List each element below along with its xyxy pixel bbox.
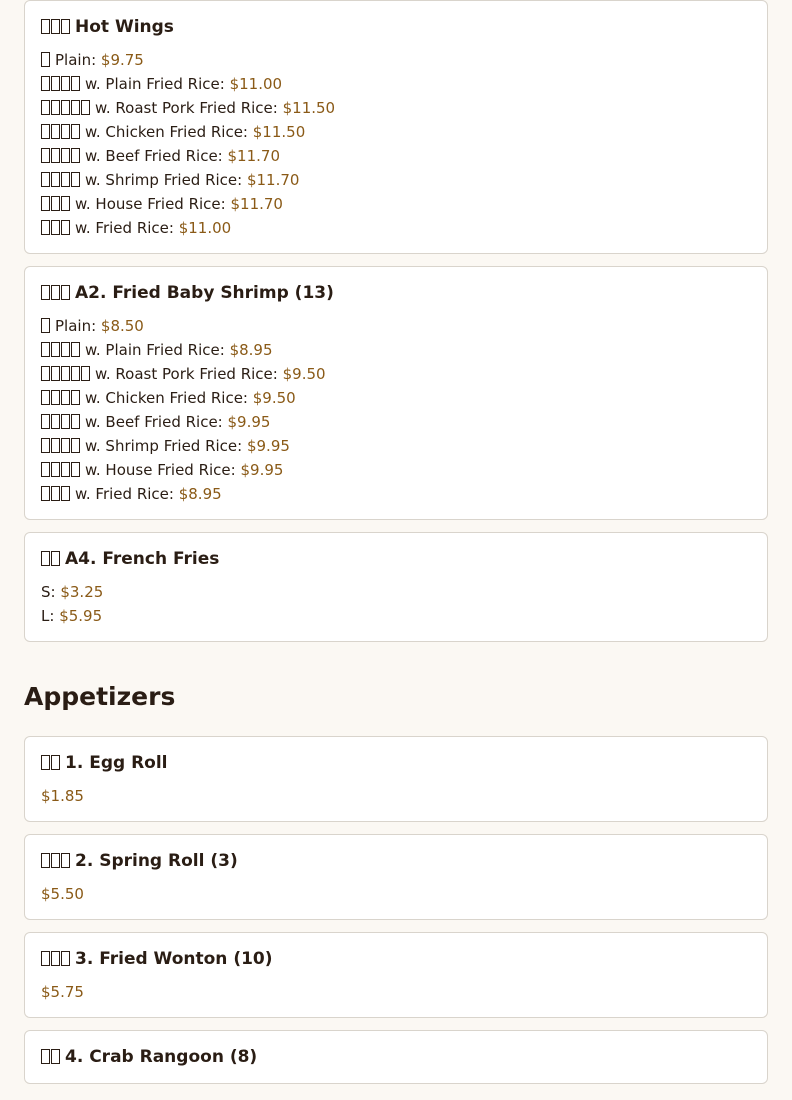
menu-item-title [41,848,751,874]
menu-item-card[interactable] [24,834,768,920]
menu-item-name: A4. French Fries [65,549,220,569]
missing-glyph-box [41,148,50,163]
missing-glyph-box [41,172,50,187]
price-option [41,362,751,386]
missing-glyph-box [81,100,90,115]
chinese-name [41,365,91,383]
menu-item-name: A2. Fried Baby Shrimp (13) [75,283,334,303]
menu-item-title [41,1044,751,1070]
price-option-label: w. Beef Fried Rice: [85,413,228,431]
missing-glyph-box [41,551,50,566]
menu-item-title [41,946,751,972]
chinese-name [41,171,81,189]
chinese-name [41,341,81,359]
chinese-name [41,1047,61,1067]
missing-glyph-box [61,124,70,139]
price-option-label: w. Chicken Fried Rice: [85,123,253,141]
price-option-label: w. Fried Rice: [75,219,179,237]
missing-glyph-box [51,1049,60,1064]
missing-glyph-box [61,148,70,163]
chinese-name [41,17,71,37]
missing-glyph-box [51,100,60,115]
price-value: $5.50 [41,885,84,903]
menu-item-card[interactable] [24,932,768,1018]
missing-glyph-box [71,172,80,187]
price-option [41,216,751,240]
missing-glyph-box [61,196,70,211]
chinese-name [41,75,81,93]
missing-glyph-box [41,390,50,405]
missing-glyph-box [61,462,70,477]
missing-glyph-box [61,220,70,235]
missing-glyph-box [41,951,50,966]
price-value: $1.85 [41,787,84,805]
chinese-name [41,949,71,969]
missing-glyph-box [61,285,70,300]
price-value: $5.75 [41,983,84,1001]
price-value: $9.95 [246,437,290,455]
missing-glyph-box [41,76,50,91]
missing-glyph-box [51,462,60,477]
missing-glyph-box [51,172,60,187]
price-option-label: w. Plain Fried Rice: [85,341,230,359]
chinese-name [41,283,71,303]
price-value: $11.70 [230,195,283,213]
price-value: $3.25 [60,583,104,601]
missing-glyph-box [41,414,50,429]
menu-item-card[interactable] [24,736,768,822]
price-option [41,96,751,120]
missing-glyph-box [61,438,70,453]
missing-glyph-box [71,148,80,163]
missing-glyph-box [51,755,60,770]
missing-glyph-box [61,486,70,501]
missing-glyph-box [71,76,80,91]
missing-glyph-box [61,366,70,381]
price-option-label: w. House Fried Rice: [85,461,241,479]
menu-item-name: Hot Wings [75,17,174,37]
price-option-label: w. Fried Rice: [75,485,179,503]
chinese-name [41,851,71,871]
missing-glyph-box [41,462,50,477]
chinese-name [41,485,71,503]
price-option [41,314,751,338]
price-value: $9.50 [282,365,326,383]
price-value: $8.50 [100,317,144,335]
price-option [41,338,751,362]
menu-item-card[interactable] [24,0,768,254]
menu-item-title [41,14,751,40]
price-value: $11.50 [252,123,306,141]
missing-glyph-box [41,486,50,501]
missing-glyph-box [51,438,60,453]
missing-glyph-box [41,755,50,770]
price-value: $11.00 [229,75,283,93]
chinese-name [41,549,61,569]
price-option-label: w. Beef Fried Rice: [85,147,228,165]
price-option [41,784,751,808]
price-option-label: w. Roast Pork Fried Rice: [95,365,283,383]
missing-glyph-box [71,100,80,115]
missing-glyph-box [71,124,80,139]
missing-glyph-box [41,52,50,67]
price-option-label: S: [41,583,61,601]
missing-glyph-box [61,172,70,187]
chinese-name [41,461,81,479]
missing-glyph-box [41,853,50,868]
menu-item-card[interactable] [24,1030,768,1084]
missing-glyph-box [51,414,60,429]
missing-glyph-box [41,318,50,333]
price-option-label: Plain: [55,51,101,69]
price-option-label: w. Roast Pork Fried Rice: [95,99,283,117]
menu-item-name: 1. Egg Roll [65,753,168,773]
missing-glyph-box [51,148,60,163]
price-option [41,72,751,96]
chinese-name [41,219,71,237]
chinese-name [41,51,51,69]
price-option [41,168,751,192]
missing-glyph-box [71,342,80,357]
menu-item-title [41,750,751,776]
price-value: $8.95 [178,485,222,503]
price-value: $9.50 [252,389,296,407]
menu-item-title [41,546,751,572]
missing-glyph-box [41,438,50,453]
price-option [41,980,751,1004]
price-value: $11.70 [227,147,280,165]
menu-item-name: 2. Spring Roll (3) [75,851,238,871]
missing-glyph-box [41,220,50,235]
price-option-label: w. House Fried Rice: [75,195,231,213]
missing-glyph-box [51,390,60,405]
price-option [41,882,751,906]
price-option [41,120,751,144]
missing-glyph-box [51,76,60,91]
missing-glyph-box [51,220,60,235]
missing-glyph-box [71,462,80,477]
price-value: $8.95 [229,341,273,359]
top-cards [24,0,768,642]
chinese-name [41,437,81,455]
missing-glyph-box [51,285,60,300]
price-value: $11.00 [178,219,232,237]
missing-glyph-box [71,438,80,453]
chinese-name [41,195,71,213]
chinese-name [41,389,81,407]
menu-item-name: 4. Crab Rangoon (8) [65,1047,258,1067]
missing-glyph-box [61,76,70,91]
menu-content [24,0,768,1096]
price-option-label: w. Plain Fried Rice: [85,75,230,93]
price-value: $9.95 [240,461,284,479]
chinese-name [41,147,81,165]
missing-glyph-box [51,366,60,381]
missing-glyph-box [61,951,70,966]
price-option-label: w. Shrimp Fried Rice: [85,437,247,455]
missing-glyph-box [51,853,60,868]
missing-glyph-box [51,19,60,34]
price-option [41,458,751,482]
price-option [41,580,751,604]
missing-glyph-box [51,342,60,357]
missing-glyph-box [71,366,80,381]
missing-glyph-box [61,342,70,357]
price-option-label: w. Chicken Fried Rice: [85,389,253,407]
menu-item-card[interactable] [24,532,768,642]
chinese-name [41,413,81,431]
price-option [41,386,751,410]
missing-glyph-box [51,951,60,966]
price-option-label: L: [41,607,60,625]
missing-glyph-box [61,853,70,868]
missing-glyph-box [61,100,70,115]
missing-glyph-box [41,124,50,139]
menu-item-card[interactable] [24,266,768,520]
appetizer-cards [24,736,768,1084]
price-option [41,434,751,458]
missing-glyph-box [41,1049,50,1064]
price-value: $9.95 [227,413,271,431]
missing-glyph-box [51,124,60,139]
missing-glyph-box [41,100,50,115]
price-value: $5.95 [59,607,103,625]
price-value: $9.75 [100,51,144,69]
price-option-label: Plain: [55,317,101,335]
price-option [41,482,751,506]
section-heading: Appetizers [24,682,176,711]
missing-glyph-box [41,19,50,34]
missing-glyph-box [81,366,90,381]
missing-glyph-box [41,342,50,357]
price-option [41,410,751,434]
menu-item-name: 3. Fried Wonton (10) [75,949,273,969]
missing-glyph-box [41,196,50,211]
chinese-name [41,317,51,335]
menu-item-title [41,280,751,306]
price-option-label: w. Shrimp Fried Rice: [85,171,247,189]
price-option [41,48,751,72]
missing-glyph-box [51,551,60,566]
price-option [41,144,751,168]
price-value: $11.50 [282,99,336,117]
missing-glyph-box [61,19,70,34]
price-value: $11.70 [246,171,300,189]
missing-glyph-box [51,486,60,501]
price-option [41,192,751,216]
missing-glyph-box [61,390,70,405]
chinese-name [41,753,61,773]
chinese-name [41,123,81,141]
missing-glyph-box [71,390,80,405]
missing-glyph-box [61,414,70,429]
price-option [41,604,751,628]
missing-glyph-box [51,196,60,211]
chinese-name [41,99,91,117]
missing-glyph-box [41,366,50,381]
missing-glyph-box [41,285,50,300]
missing-glyph-box [71,414,80,429]
